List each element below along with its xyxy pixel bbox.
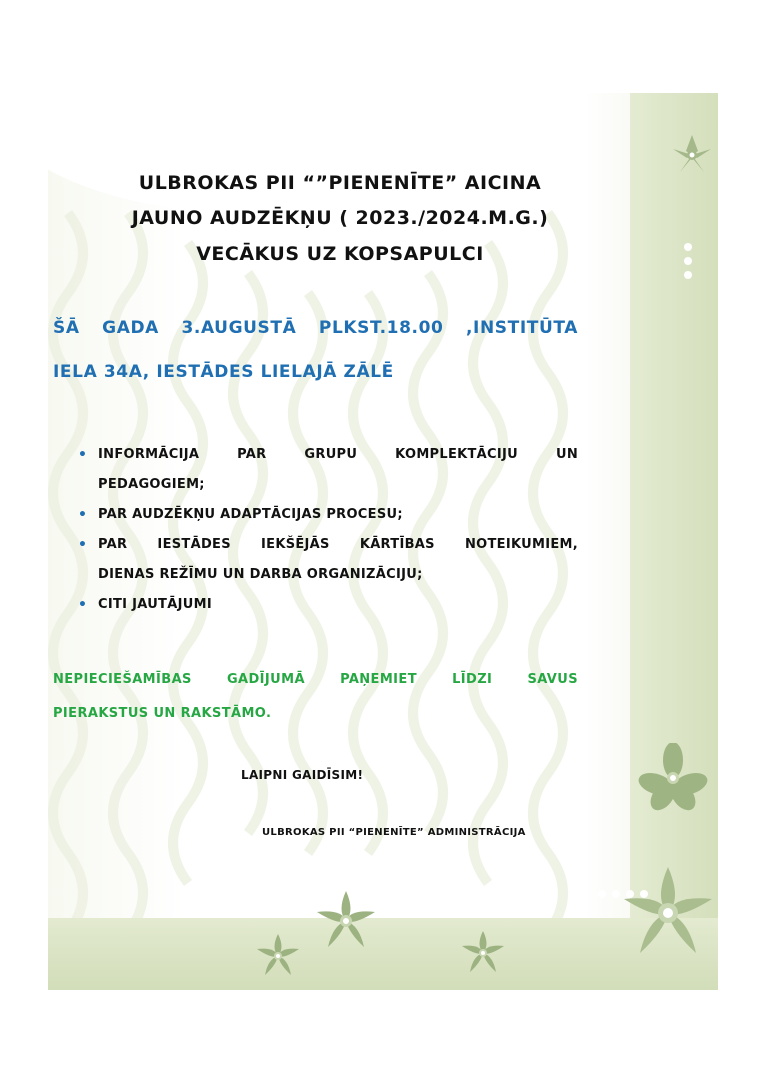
agenda-item: • PAR IESTĀDES IEKŠĒJĀS KĀRTĪBAS NOTEIKUMIEM, DIENAS REŽĪMU UN DARBA ORGANIZĀCIJU; bbox=[78, 530, 578, 590]
signature: ULBROKAS PII “PIENENĪTE” ADMINISTRĀCIJA bbox=[262, 827, 526, 838]
agenda-item: • INFORMĀCIJA PAR GRUPU KOMPLEKTĀCIJU UN PEDAGOGIEM; bbox=[78, 440, 578, 500]
bullet-icon: • bbox=[78, 597, 88, 613]
event-time-place-line-2: IELA 34A, IESTĀDES LIELAJĀ ZĀLĒ bbox=[53, 362, 394, 382]
agenda-list bbox=[78, 440, 578, 620]
event-time-place-line-1: ŠĀ GADA 3.AUGUSTĀ PLKST.18.00 ,INSTITŪTA bbox=[53, 318, 578, 338]
bullet-icon: • bbox=[78, 507, 88, 523]
bullet-icon: • bbox=[78, 447, 88, 463]
title-line-2: JAUNO AUDZĒKŅU ( 2023./2024.M.G.) bbox=[131, 207, 549, 229]
agenda-item: • PAR AUDZĒKŅU ADAPTĀCIJAS PROCESU; bbox=[78, 500, 578, 530]
title-line-3: VECĀKUS UZ KOPSAPULCI bbox=[196, 243, 484, 265]
agenda-item: • CITI JAUTĀJUMI bbox=[78, 590, 578, 620]
bullet-icon: • bbox=[78, 537, 88, 553]
note-line-2: PIERAKSTUS UN RAKSTĀMO. bbox=[53, 706, 272, 721]
note-line-1: NEPIECIEŠAMĪBAS GADĪJUMĀ PAŅEMIET LĪDZI SAVUS bbox=[53, 672, 578, 687]
welcome-text: LAIPNI GAIDĪSIM! bbox=[241, 768, 364, 782]
title-line-1: ULBROKAS PII “”PIENENĪTE” AICINA bbox=[138, 172, 542, 194]
